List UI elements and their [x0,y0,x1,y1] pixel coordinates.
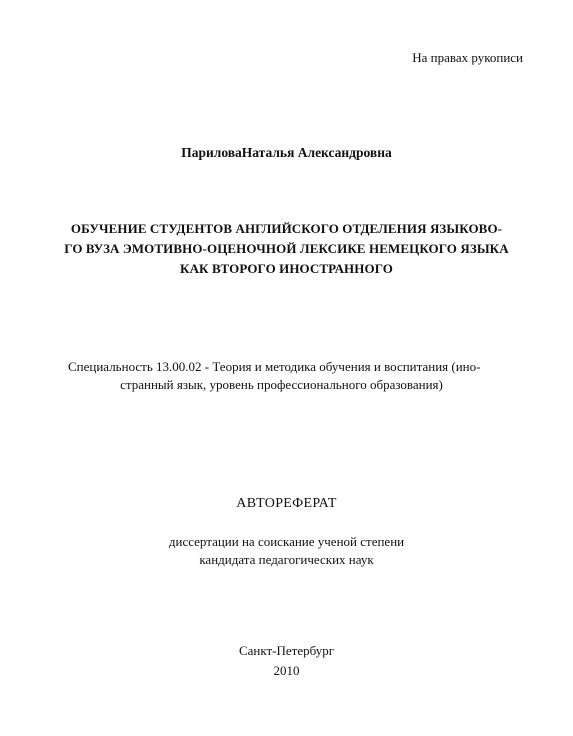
place-and-year [0,641,573,681]
specialty-block [68,358,513,394]
degree-line: кандидата педагогических наук [199,552,374,567]
degree-line: диссертации на соискание ученой степени [168,534,405,549]
city: Санкт-Петербург [238,643,335,658]
dissertation-title [50,219,523,279]
title-line: ГО ВУЗА ЭМОТИВНО-ОЦЕНОЧНОЙ ЛЕКСИКЕ НЕМЕЦКОГО ЯЗЫКА [64,241,509,256]
document-type: АВТОРЕФЕРАТ [236,496,337,511]
author-name: ПариловаНаталья Александровна [181,145,392,160]
rights-note: На правах рукописи [412,50,523,65]
title-line: ОБУЧЕНИЕ СТУДЕНТОВ АНГЛИЙСКОГО ОТДЕЛЕНИЯ ЯЗЫКОВО- [70,221,503,236]
degree-block [0,533,573,569]
title-line: КАК ВТОРОГО ИНОСТРАННОГО [180,261,393,276]
specialty-line: Специальность 13.00.02 - Теория и методика обучения и воспитания (ино- [68,359,481,374]
year: 2010 [273,663,300,678]
specialty-line: странный язык, уровень профессионального образования) [120,377,443,392]
